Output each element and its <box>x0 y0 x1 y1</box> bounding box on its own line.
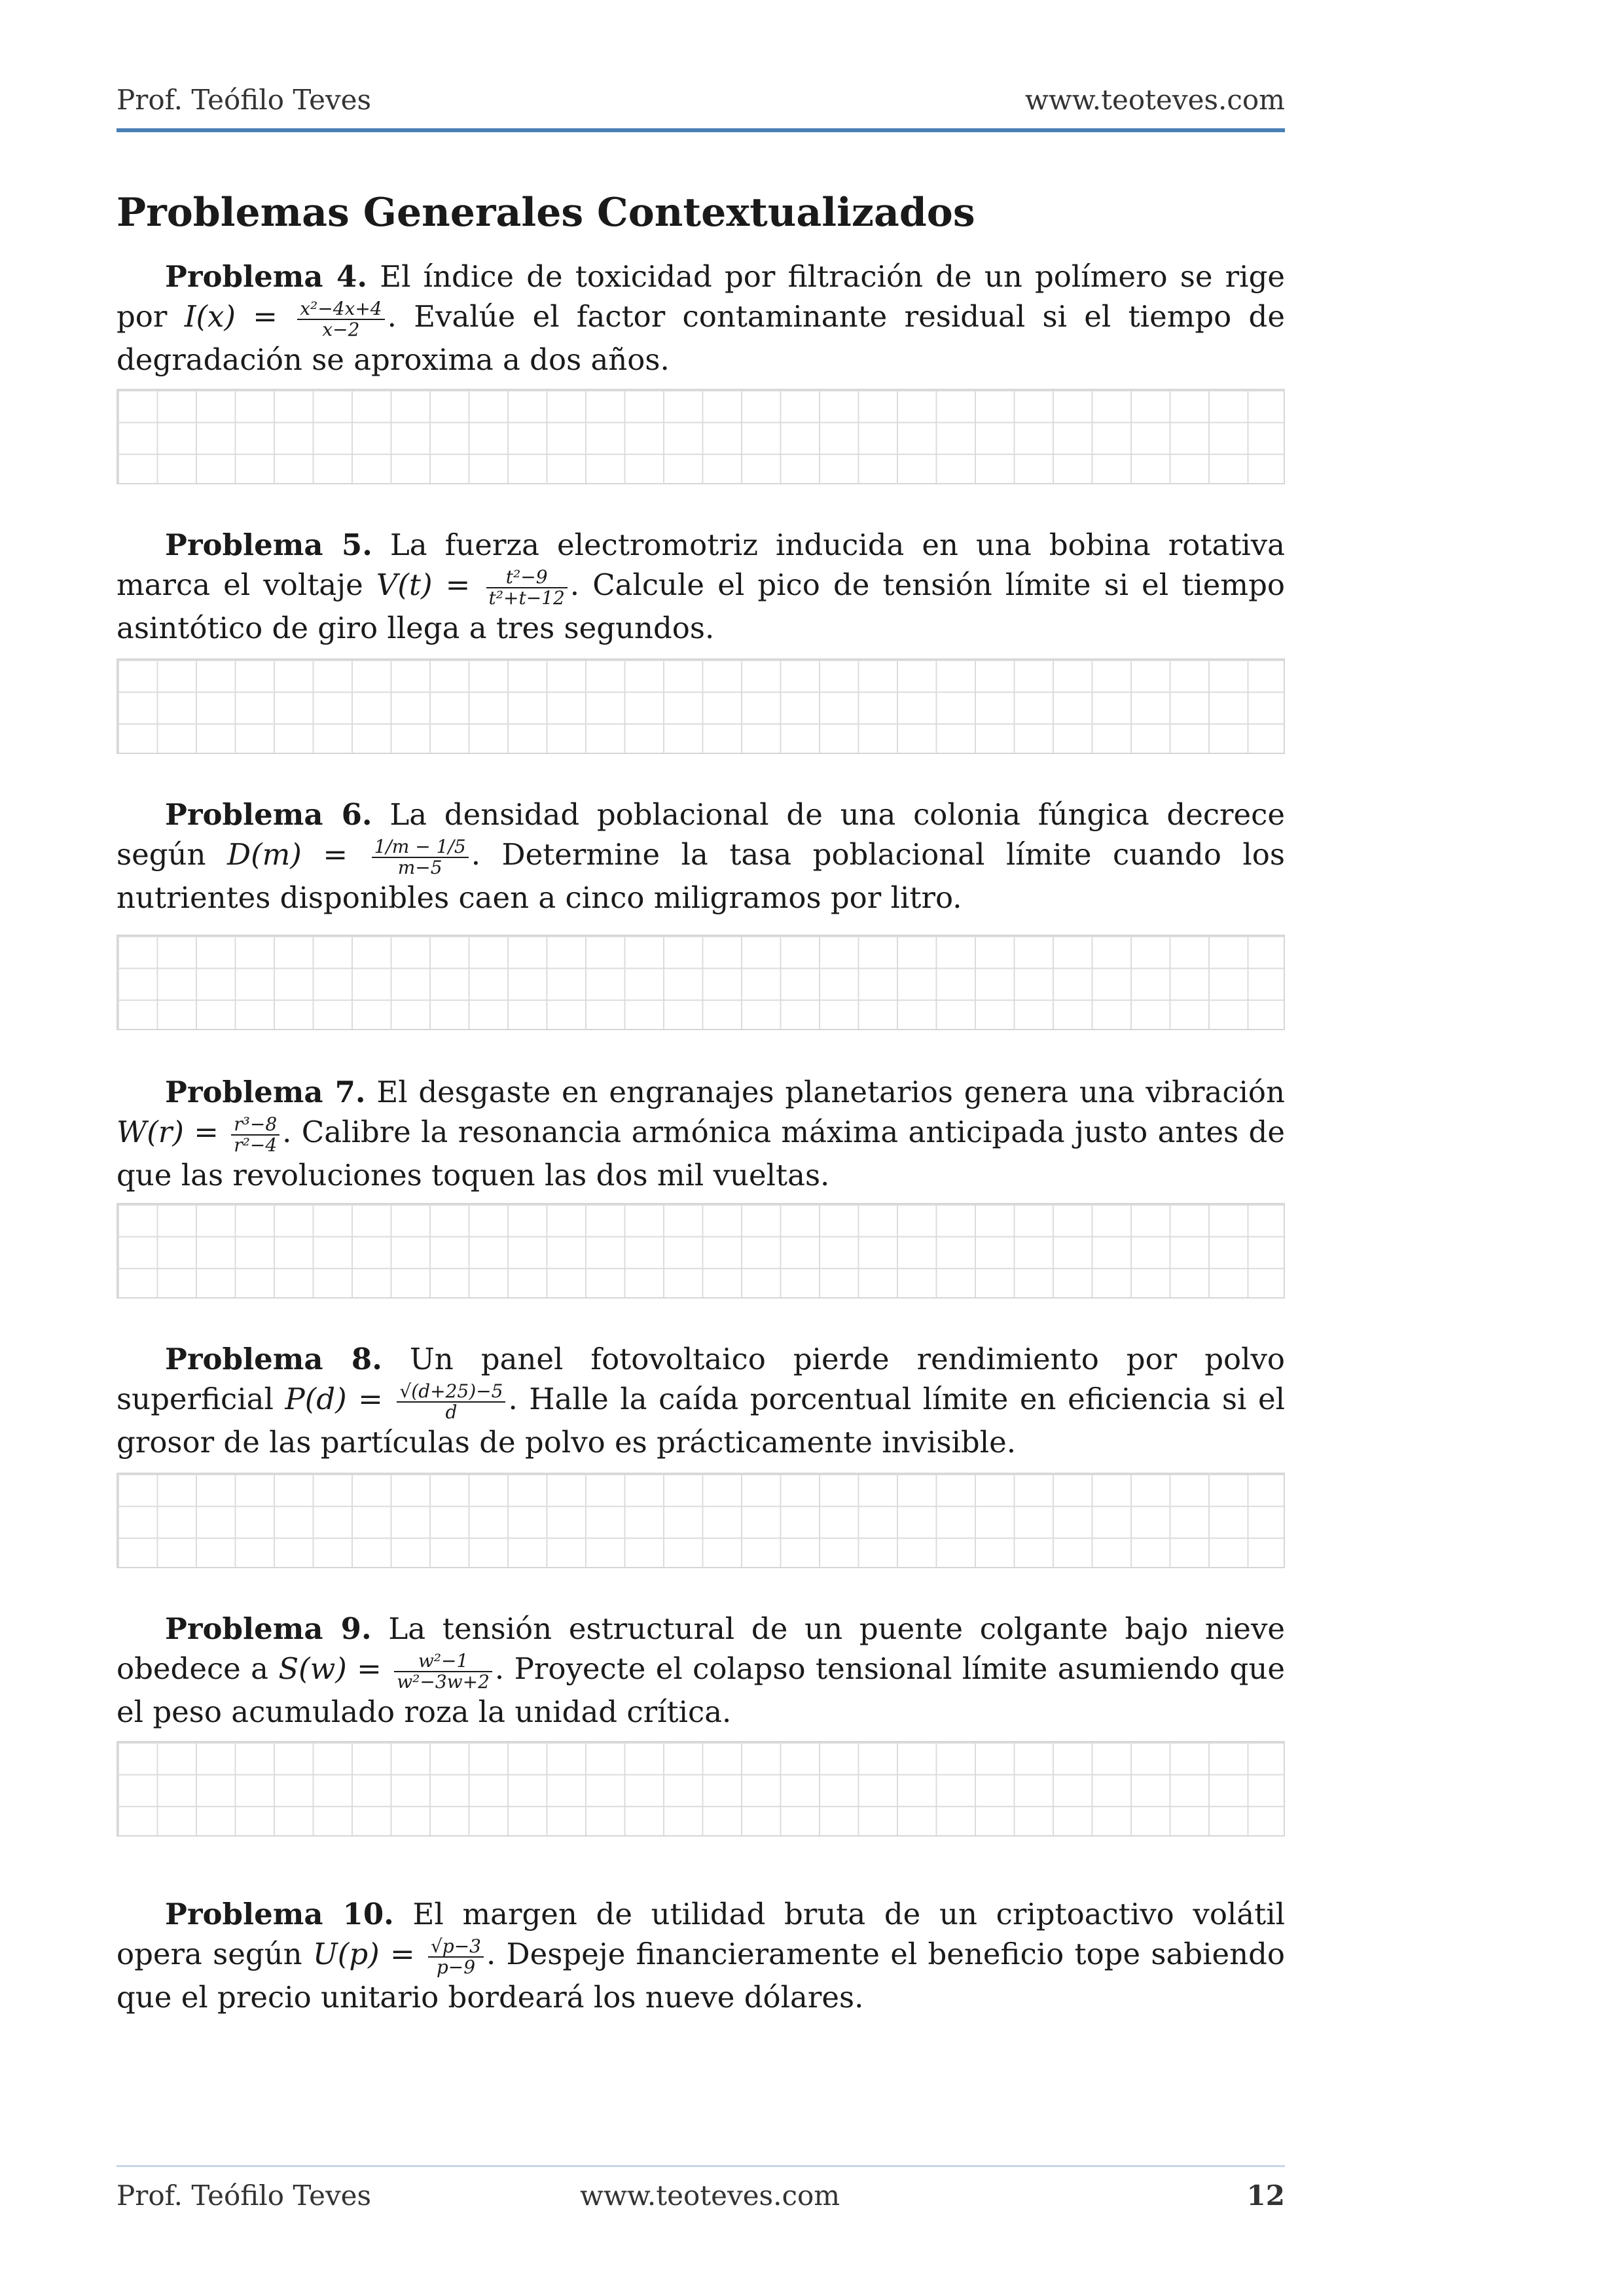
problem-question: . Calibre la resonancia armónica máxima anticipada justo antes de que las revoluciones toquen las dos mil vueltas. <box>117 1115 1285 1193</box>
problem-fraction <box>297 299 384 340</box>
fraction-numerator: √(d+25)−5 <box>397 1382 505 1403</box>
problem-text: El índice de toxicidad por filtración de un polímero se rige por <box>117 259 1286 334</box>
footer-website: www.teoteves.com <box>580 2179 840 2212</box>
problem-function: P(d) = <box>285 1382 395 1416</box>
problem-label: Problema 9. <box>165 1611 372 1646</box>
footer-author: Prof. Teófilo Teves <box>117 2179 372 2212</box>
problem-text: El desgaste en engranajes planetarios genera una vibración <box>365 1075 1285 1109</box>
fraction-numerator: t²−9 <box>486 567 568 588</box>
problem-question: . Calcule el pico de tensión límite si el tiempo asintótico de giro llega a tres segundos. <box>117 567 1285 645</box>
fraction-denominator: w²−3w+2 <box>397 1670 490 1693</box>
problem-5 <box>117 525 1285 648</box>
problem-fraction <box>486 567 568 608</box>
fraction-numerator: w²−1 <box>394 1651 492 1672</box>
problem-text: La tensión estructural de un puente colgante bajo nieve obedece a <box>117 1611 1285 1686</box>
fraction-denominator: t²+t−12 <box>488 586 565 609</box>
problem-label: Problema 4. <box>165 259 368 294</box>
problem-label: Problema 8. <box>165 1342 382 1376</box>
page-footer <box>117 2179 1285 2219</box>
answer-grid <box>117 1203 1285 1299</box>
problem-label: Problema 5. <box>165 528 372 562</box>
fraction-denominator: m−5 <box>397 856 442 878</box>
problem-question: . Halle la caída porcentual límite en eficiencia si el grosor de las partículas de polvo es prácticamente invisible. <box>117 1382 1286 1460</box>
page-number: 12 <box>1246 2179 1285 2212</box>
problem-fraction <box>372 837 469 878</box>
problem-10 <box>117 1894 1285 2017</box>
fraction-numerator: x²−4x+4 <box>297 299 384 320</box>
answer-grid <box>117 658 1285 754</box>
problem-question: . Proyecte el colapso tensional límite asumiendo que el peso acumulado roza la unidad crítica. <box>117 1651 1285 1729</box>
problem-label: Problema 7. <box>165 1075 366 1109</box>
problem-text: El margen de utilidad bruta de un criptoactivo volátil opera según <box>117 1897 1286 1971</box>
problem-label: Problema 10. <box>165 1897 394 1931</box>
problem-text: La densidad poblacional de una colonia fúngica decrece según <box>117 797 1286 872</box>
problem-function: W(r) = <box>117 1115 229 1149</box>
problem-fraction <box>428 1937 484 1977</box>
problem-fraction <box>397 1382 505 1422</box>
section-title: Problemas Generales Contextualizados <box>117 190 975 236</box>
answer-grid <box>117 935 1285 1030</box>
problem-6 <box>117 795 1285 918</box>
answer-grid <box>117 389 1285 484</box>
problem-7 <box>117 1072 1285 1195</box>
problem-text: La fuerza electromotriz inducida en una bobina rotativa marca el voltaje <box>117 528 1285 602</box>
page-header <box>117 84 1285 123</box>
problem-function: D(m) = <box>227 837 369 872</box>
problem-4 <box>117 257 1285 380</box>
header-website: www.teoteves.com <box>1024 84 1285 116</box>
problem-question: . Determine la tasa poblacional límite cuando los nutrientes disponibles caen a cinco miligramos por litro. <box>117 837 1285 915</box>
problem-function: V(t) = <box>376 567 484 602</box>
answer-grid <box>117 1473 1285 1568</box>
fraction-denominator: p−9 <box>436 1956 476 1978</box>
fraction-denominator: d <box>445 1401 458 1423</box>
problem-fraction <box>231 1115 280 1155</box>
fraction-denominator: r²−4 <box>234 1134 278 1156</box>
footer-rule <box>117 2165 1285 2167</box>
answer-grid <box>117 1741 1285 1837</box>
problem-function: I(x) = <box>184 299 295 334</box>
problem-9 <box>117 1609 1285 1732</box>
problem-question: . Despeje financieramente el beneficio tope sabiendo que el precio unitario bordeará los nueve dólares. <box>117 1937 1285 2015</box>
header-author: Prof. Teófilo Teves <box>117 84 372 116</box>
problem-fraction <box>394 1651 492 1692</box>
fraction-numerator: √p−3 <box>428 1937 484 1958</box>
fraction-denominator: x−2 <box>322 318 360 340</box>
fraction-numerator: r³−8 <box>231 1115 280 1136</box>
problem-8 <box>117 1339 1285 1462</box>
header-rule <box>117 128 1285 132</box>
problem-question: . Evalúe el factor contaminante residual si el tiempo de degradación se aproxima a dos años. <box>117 299 1285 377</box>
problem-function: S(w) = <box>278 1651 392 1686</box>
fraction-numerator: 1/m − 1/5 <box>372 837 469 858</box>
problem-text: Un panel fotovoltaico pierde rendimiento por polvo superficial <box>117 1342 1285 1416</box>
problem-function: U(p) = <box>312 1937 425 1971</box>
problem-label: Problema 6. <box>165 797 372 832</box>
